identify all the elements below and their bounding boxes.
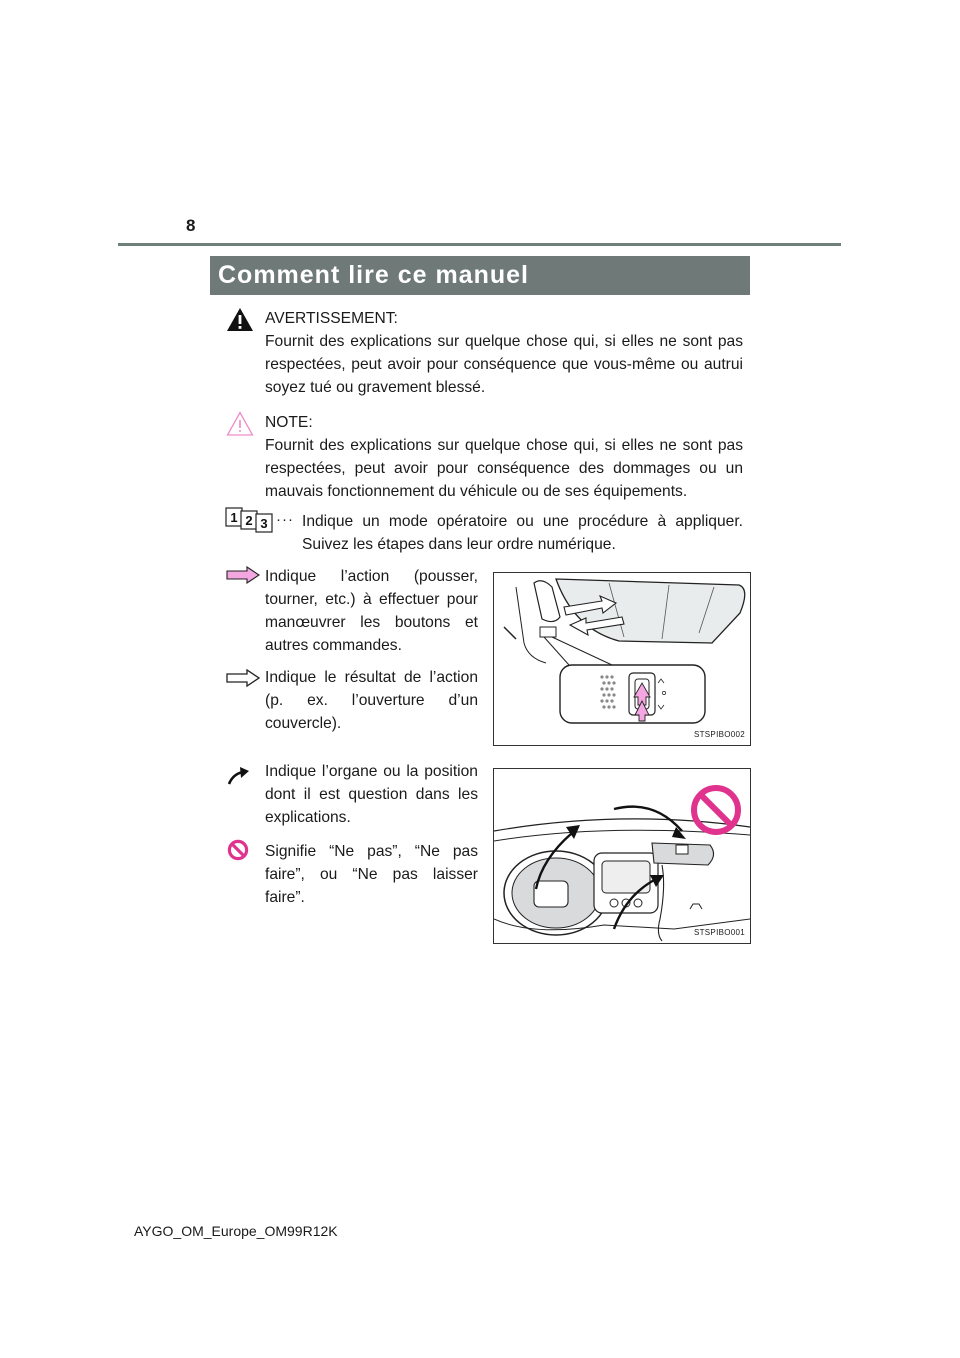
curved-pointer-arrow-icon	[227, 766, 251, 786]
footer-doc-id: AYGO_OM_Europe_OM99R12K	[134, 1223, 338, 1239]
outline-arrow-icon	[226, 669, 260, 687]
warning-block	[265, 307, 743, 399]
prohibited-text: Signifie “Ne pas”, “Ne pas faire”, ou “Ne pas laisser faire”.	[265, 843, 478, 906]
notice-text: Fournit des explications sur quelque chose qui, si elles ne sont pas respectées, peut avoir pour conséquence des dommages ou un mauvais fonctionnement du véhicule ou de ses équipements.	[265, 437, 743, 500]
prohibition-circle-icon	[227, 839, 249, 861]
caution-triangle-outline-icon	[226, 411, 254, 436]
warning-text: Fournit des explications sur quelque chose qui, si elles ne sont pas respectées, peut avoir pour conséquence que vous-même ou autrui soyez tué ou gravement blessé.	[265, 333, 743, 396]
component-text: Indique l’organe ou la position dont il est question dans les explications.	[265, 763, 478, 826]
door-window-illustration	[494, 573, 750, 745]
dashboard-illustration	[494, 769, 750, 943]
step-numbers-icon	[225, 507, 275, 533]
section-title: Comment lire ce manuel	[210, 256, 750, 295]
figure-window-switch	[493, 572, 751, 746]
step-dots: ···	[276, 511, 294, 528]
step-digit-3: 3	[260, 516, 268, 531]
figure-dashboard	[493, 768, 751, 944]
header-rule	[118, 243, 841, 246]
step-digit-2: 2	[245, 513, 253, 528]
figure-2-code: STSPIBO001	[693, 928, 745, 937]
warning-triangle-icon	[226, 307, 254, 332]
pink-arrow-icon	[226, 566, 260, 584]
page-number: 8	[186, 216, 196, 235]
result-text: Indique le résultat de l’action (p. ex. l’ouverture d’un couvercle).	[265, 669, 478, 732]
step-digit-1: 1	[230, 510, 238, 525]
warning-heading: AVERTISSEMENT:	[265, 310, 398, 327]
notice-heading: NOTE:	[265, 414, 313, 431]
figure-1-code: STSPIBO002	[693, 730, 745, 739]
steps-text: Indique un mode opératoire ou une procédure à appliquer. Suivez les étapes dans leur ordre numérique.	[302, 513, 743, 553]
action-text: Indique l’action (pousser, tourner, etc.) à effectuer pour manœuvrer les boutons et autres commandes.	[265, 568, 478, 654]
notice-block	[265, 411, 743, 503]
